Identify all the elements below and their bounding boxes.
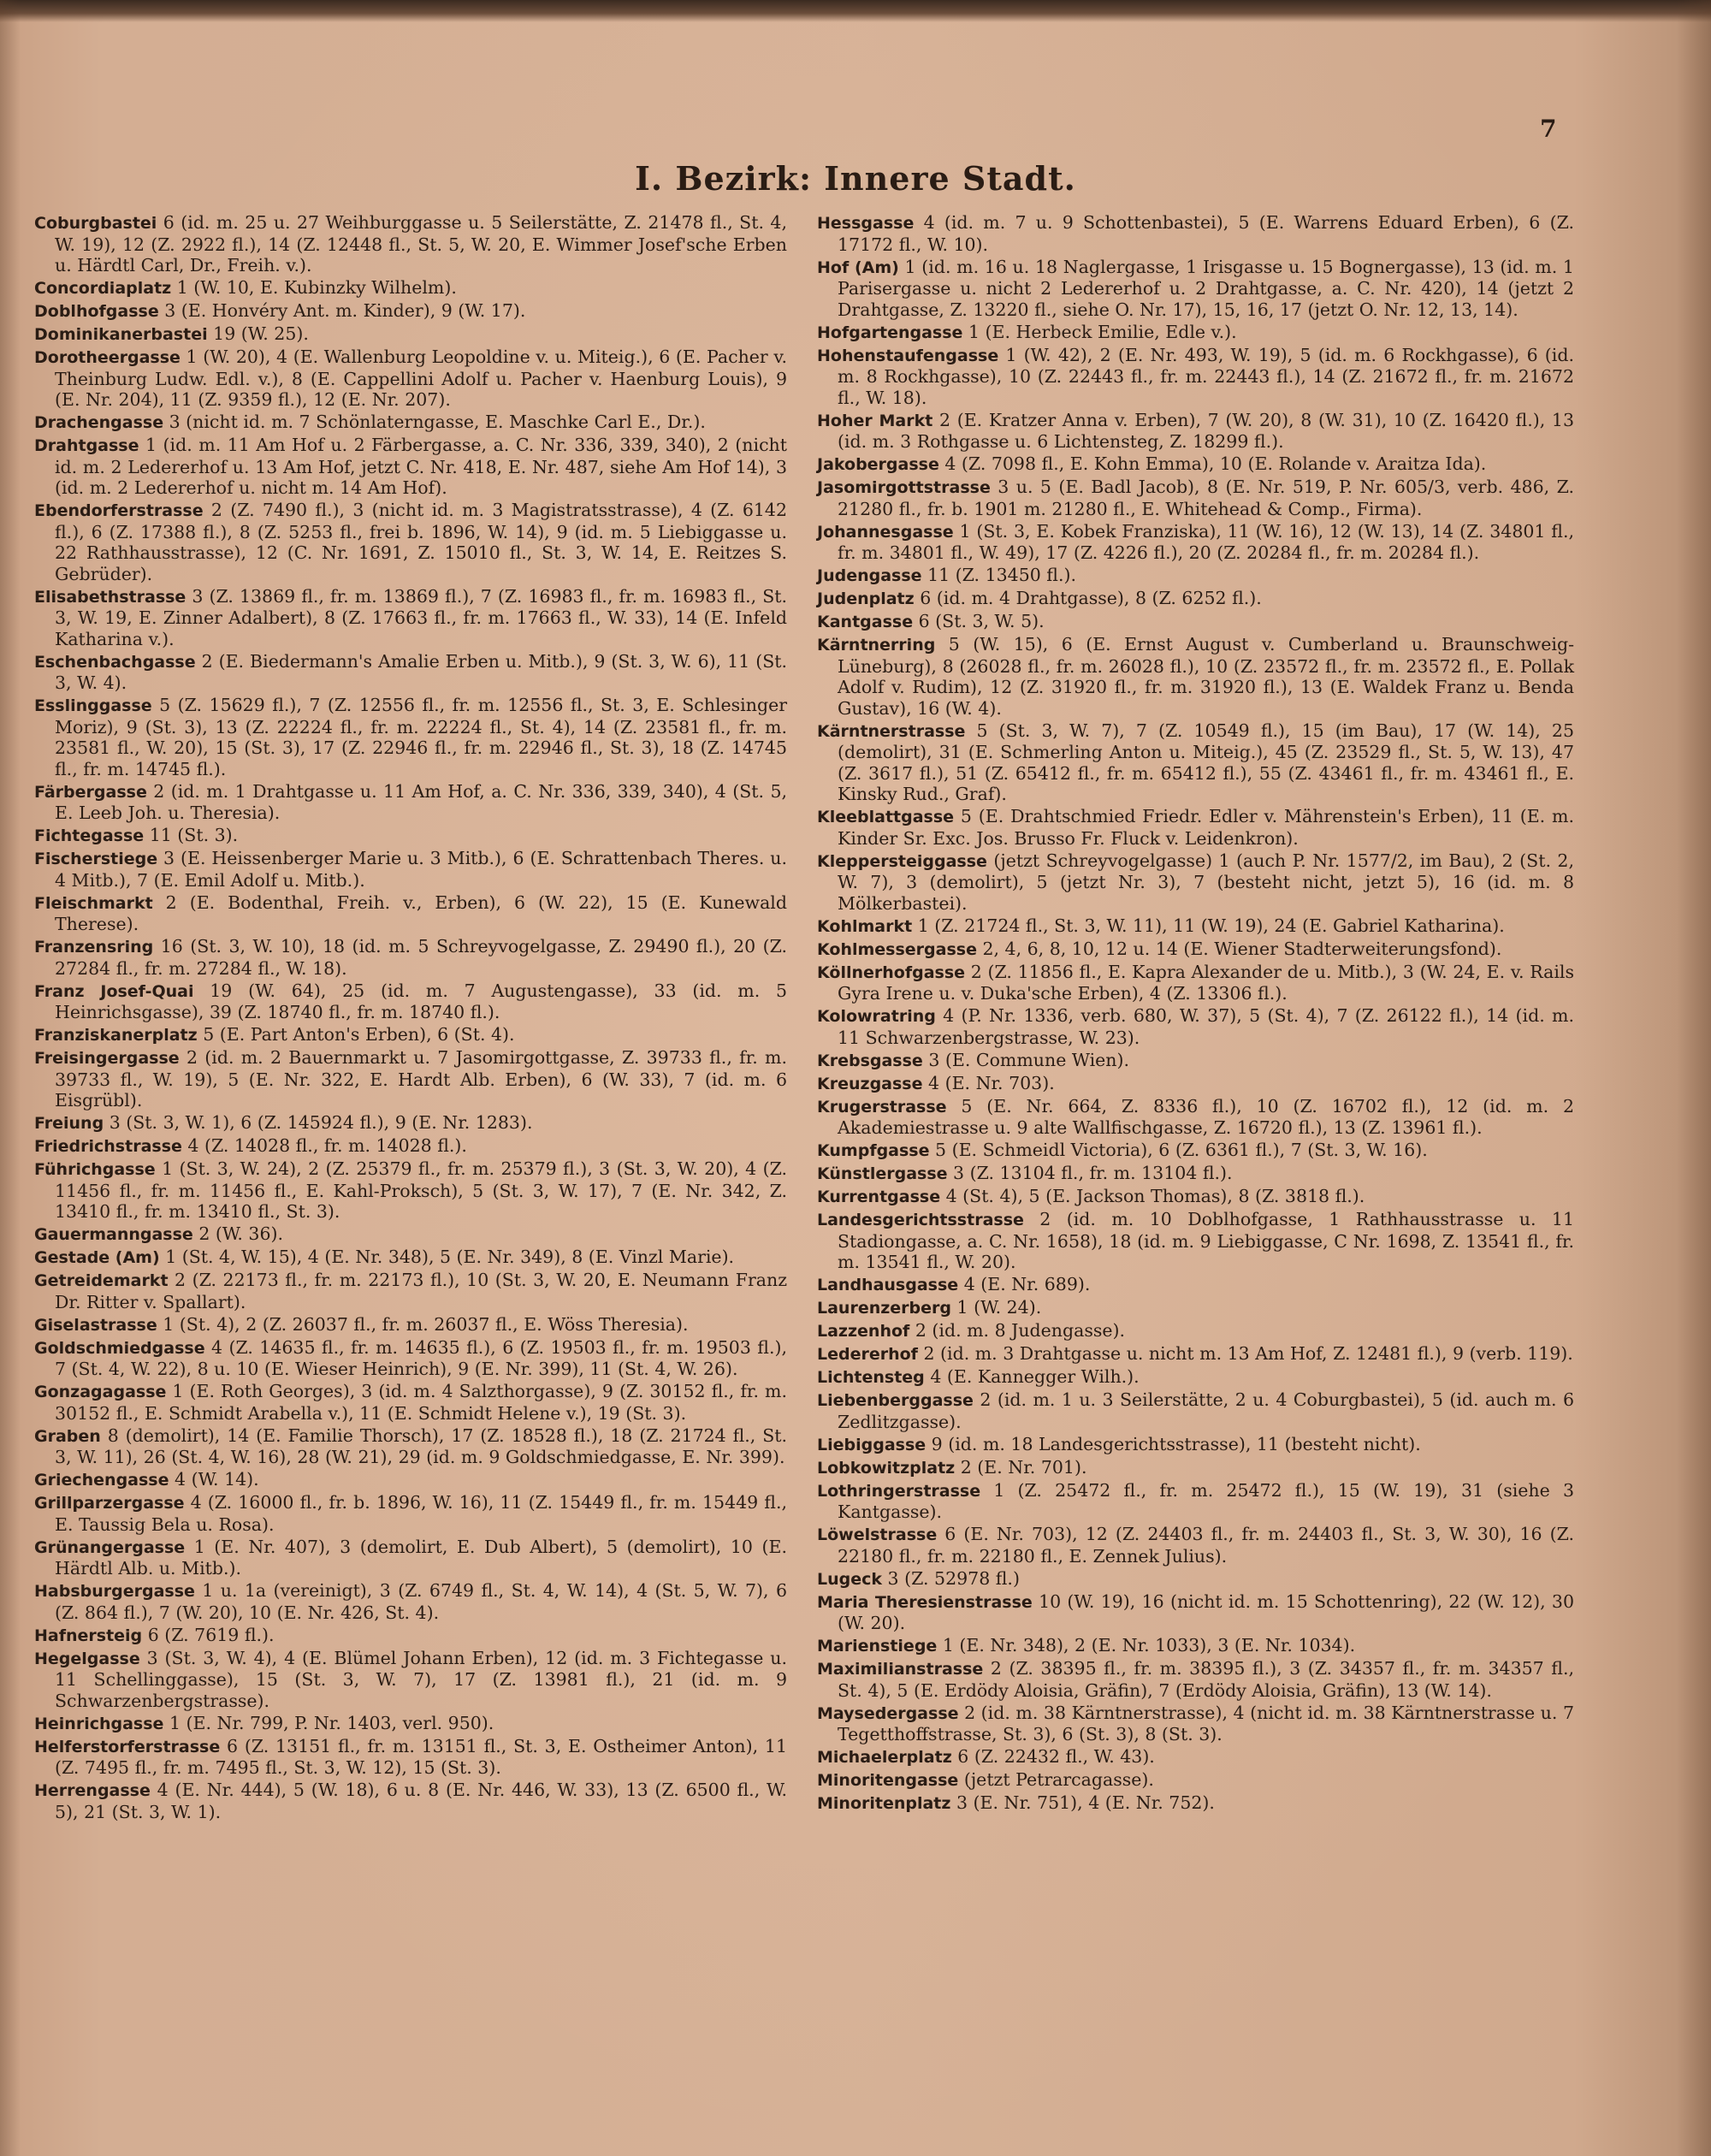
street-entry — [817, 1792, 1574, 1815]
street-entry — [817, 477, 1574, 519]
street-details: 6 (St. 3, W. 5). — [913, 611, 1045, 631]
street-details: 3 (Z. 52978 fl.) — [882, 1567, 1020, 1589]
street-name: Krebsgasse — [817, 1051, 923, 1070]
street-details: 1 (E. Nr. 799, P. Nr. 1403, verl. 950). — [163, 1712, 494, 1733]
street-details: 3 (E. Nr. 751), 4 (E. Nr. 752). — [950, 1792, 1215, 1813]
street-entry — [817, 1050, 1574, 1072]
street-name: Hessgasse — [817, 214, 915, 233]
street-details: 2 (id. m. 38 Kärntnerstrasse), 4 (nicht id. m. 38 Kärntnerstrasse u. 7 Tegetthoffstrasse, St. 3), 6 (St. 3), 8 (St. 3). — [838, 1702, 1574, 1744]
street-entry — [34, 892, 787, 935]
street-name: Lazzenhof — [817, 1322, 910, 1341]
street-name: Esslinggasse — [34, 696, 152, 715]
street-details: 6 (Z. 7619 fl.). — [142, 1624, 275, 1645]
street-entry — [817, 720, 1574, 805]
street-details: 11 (St. 3). — [144, 825, 239, 845]
street-entry — [817, 1591, 1574, 1634]
street-name: Drachengasse — [34, 413, 164, 432]
street-entry — [34, 1270, 787, 1312]
street-name: Lugeck — [817, 1569, 883, 1589]
street-name: Lichtensteg — [817, 1368, 925, 1387]
street-name: Ebendorferstrasse — [34, 501, 204, 520]
street-name: Lobkowitzplatz — [817, 1458, 956, 1478]
street-entry — [817, 1073, 1574, 1095]
street-entry — [817, 588, 1574, 610]
street-name: Laurenzerberg — [817, 1299, 952, 1318]
street-entry — [817, 322, 1574, 344]
street-details: 4 (St. 4), 5 (E. Jackson Thomas), 8 (Z. 3818 fl.). — [940, 1186, 1365, 1206]
street-entry — [34, 212, 787, 276]
street-details: 5 (St. 3, W. 7), 7 (Z. 10549 fl.), 15 (im Bau), 17 (W. 14), 25 (demolirt), 31 (E. Schmerling Anton u. Miteig.), 45 (Z. 23529 fl., St. 5, W. 13), 47 (Z. 3617 fl.), 51 (Z. 65412 fl., fr. m. 65412 fl.), 55 (Z. 43461 fl., fr. m. 43461 fl., E. Kinsky Rud., Graf). — [838, 720, 1574, 804]
street-entry — [34, 1736, 787, 1779]
street-details: 5 (E. Nr. 664, Z. 8336 fl.), 10 (Z. 16702 fl.), 12 (id. m. 2 Akademiestrasse u. 9 alte Wallfischgasse, Z. 16720 fl.), 13 (Z. 13961 fl.). — [838, 1095, 1574, 1138]
street-entry — [34, 1780, 787, 1822]
street-entry — [817, 611, 1574, 633]
street-details: 2, 4, 6, 8, 10, 12 u. 14 (E. Wiener Stadterweiterungsfond). — [976, 938, 1502, 959]
street-details: 5 (Z. 15629 fl.), 7 (Z. 12556 fl., fr. m. 12556 fl., St. 3, E. Schlesinger Moriz), 9 (St. 3), 13 (Z. 22224 fl., fr. m. 22224 fl., St. 4), 14 (Z. 23581 fl., fr. m. 23581 fl., W. 20), 15 (St. 3), 17 (Z. 22946 fl., fr. m. 22946 fl., St. 3), 18 (Z. 14745 fl., fr. m. 14745 fl.). — [55, 695, 787, 779]
street-details: 4 (W. 14). — [169, 1469, 259, 1490]
street-details: 4 (Z. 14635 fl., fr. m. 14635 fl.), 6 (Z. 19503 fl., fr. m. 19503 fl.), 7 (St. 4, W. 22), 8 u. 10 (E. Wieser Heinrich), 9 (E. Nr. 399), 11 (St. 4, W. 26). — [55, 1336, 787, 1379]
street-details: 3 (Z. 13104 fl., fr. m. 13104 fl.). — [947, 1163, 1233, 1183]
street-details: 2 (Z. 7490 fl.), 3 (nicht id. m. 3 Magistratsstrasse), 4 (Z. 6142 fl.), 6 (Z. 17388 fl.), 8 (Z. 5253 fl., frei b. 1896, W. 14), 9 (id. m. 5 Liebiggasse u. 22 Rathhausstrasse), 12 (C. Nr. 1691, Z. 15010 fl., St. 3, W. 14, E. Reitzes S. Gebrüder). — [55, 500, 787, 584]
street-entry — [817, 1480, 1574, 1523]
street-details: 19 (W. 25). — [207, 323, 309, 344]
street-entry — [34, 500, 787, 584]
street-entry — [34, 1314, 787, 1336]
street-details: 2 (E. Bodenthal, Freih. v., Erben), 6 (W. 22), 15 (E. Kunewald Therese). — [55, 891, 787, 934]
street-details: 2 (W. 36). — [192, 1223, 284, 1244]
street-entry — [34, 980, 787, 1023]
street-details: 5 (E. Part Anton's Erben), 6 (St. 4). — [197, 1024, 515, 1045]
street-name: Judenplatz — [817, 589, 915, 608]
street-entry — [817, 1703, 1574, 1745]
street-details: 2 (Z. 11856 fl., E. Kapra Alexander de u. Mitb.), 3 (W. 24, E. v. Rails Gyra Irene u. v. Duka'sche Erben), 4 (Z. 13306 fl.). — [838, 961, 1574, 1004]
street-name: Freiung — [34, 1114, 104, 1133]
street-details: 1 (W. 20), 4 (E. Wallenburg Leopoldine v. u. Miteig.), 6 (E. Pacher v. Theinburg Ludw. Edl. v.), 8 (E. Cappellini Adolf u. Pacher v. Haenburg Louis), 9 (E. Nr. 204), 11 (Z. 9359 fl.), 12 (E. Nr. 207). — [55, 346, 787, 410]
street-name: Concordiaplatz — [34, 279, 172, 298]
street-name: Helferstorferstrasse — [34, 1737, 221, 1756]
street-name: Coburgbastei — [34, 214, 157, 233]
street-name: Maysedergasse — [817, 1703, 959, 1723]
street-details: 5 (W. 15), 6 (E. Ernst August v. Cumberland u. Braunschweig-Lüneburg), 8 (26028 fl., fr. m. 26028 fl.), 10 (Z. 23572 fl., fr. m. 23572 fl., E. Pollak Adolf v. Rudim), 12 (Z. 31920 fl., fr. m. 31920 fl.), 13 (E. Waldek Franz u. Benda Gustav), 16 (W. 4). — [838, 634, 1574, 719]
street-details: 3 (St. 3, W. 1), 6 (Z. 145924 fl.), 9 (E. Nr. 1283). — [104, 1112, 533, 1133]
street-details: 2 (id. m. 1 u. 3 Seilerstätte, 2 u. 4 Coburgbastei), 5 (id. auch m. 6 Zedlitzgasse). — [838, 1389, 1574, 1432]
street-entry — [817, 1658, 1574, 1701]
street-details: 6 (id. m. 4 Drahtgasse), 8 (Z. 6252 fl.). — [914, 588, 1262, 608]
street-name: Kärntnerstrasse — [817, 721, 966, 741]
street-name: Getreidemarkt — [34, 1271, 169, 1290]
street-name: Kurrentgasse — [817, 1188, 941, 1206]
street-entry — [817, 257, 1574, 321]
street-name: Fischerstiege — [34, 850, 158, 868]
street-name: Hofgartengasse — [817, 323, 963, 342]
left-column — [34, 212, 787, 1824]
street-name: Ledererhof — [817, 1345, 918, 1364]
street-entry — [34, 695, 787, 779]
street-entry — [817, 453, 1574, 476]
street-details: 1 (id. m. 11 Am Hof u. 2 Färbergasse, a. C. Nr. 336, 339, 340), 2 (nicht id. m. 2 Ledererhof u. 13 Am Hof, jetzt C. Nr. 418, E. Nr. 487, siehe Am Hof 14), 3 (id. m. 2 Ledererhof u. nicht m. 14 Am Hof). — [55, 435, 787, 498]
street-details: 2 (id. m. 10 Doblhofgasse, 1 Rathhausstrasse u. 11 Stadiongasse, a. C. Nr. 1658), 18 (id. m. 9 Liebiggasse, C Nr. 1698, Z. 13541 fl., fr. m. 13541 fl., W. 20). — [838, 1209, 1574, 1272]
street-name: Landhausgasse — [817, 1276, 959, 1294]
street-details: 4 (E. Kannegger Wilh.). — [924, 1366, 1140, 1387]
street-name: Doblhofgasse — [34, 302, 159, 321]
street-entry — [817, 806, 1574, 849]
street-name: Kärntnerring — [817, 636, 936, 654]
street-name: Minoritengasse — [817, 1771, 959, 1790]
street-name: Gauermanngasse — [34, 1225, 193, 1244]
street-details: 10 (W. 19), 16 (nicht id. m. 15 Schottenring), 22 (W. 12), 30 (W. 20). — [838, 1590, 1575, 1633]
street-name: Heinrichgasse — [34, 1714, 164, 1733]
street-entry — [34, 1648, 787, 1712]
street-name: Kumpfgasse — [817, 1141, 930, 1160]
street-name: Johannesgasse — [817, 522, 954, 542]
street-details: 3 (Z. 13869 fl., fr. m. 13869 fl.), 7 (Z. 16983 fl., fr. m. 16983 fl., St. 3, W. 19, E. Zinner Adalbert), 8 (Z. 17663 fl., fr. m. 17663 fl., W. 33), 14 (E. Infeld Katharina v.). — [55, 585, 787, 649]
street-name: Köllnerhofgasse — [817, 962, 966, 982]
street-details: 2 (E. Biedermann's Amalie Erben u. Mitb.), 9 (St. 3, W. 6), 11 (St. 3, W. 4). — [55, 650, 787, 693]
street-details: 3 (E. Commune Wien). — [922, 1049, 1129, 1070]
street-name: Kreuzgasse — [817, 1074, 923, 1093]
street-details: 1 (St. 3, E. Kobek Franziska), 11 (W. 16), 12 (W. 13), 14 (Z. 34801 fl., fr. m. 34801 fl., W. 49), 17 (Z. 4226 fl.), 20 (Z. 20284 fl., fr. m. 20284 fl.). — [838, 520, 1574, 563]
street-details: 4 (P. Nr. 1336, verb. 680, W. 37), 5 (St. 4), 7 (Z. 26122 fl.), 14 (id. m. 11 Schwarzenbergstrasse, W. 23). — [838, 1005, 1574, 1048]
street-entry — [817, 1140, 1574, 1162]
street-details: 8 (demolirt), 14 (E. Familie Thorsch), 17 (Z. 18528 fl.), 18 (Z. 21724 fl., St. 3, W. 11), 26 (St. 4, W. 16), 28 (W. 21), 29 (id. m. 9 Goldschmiedgasse, E. Nr. 399). — [55, 1424, 787, 1467]
street-details: 1 (W. 42), 2 (E. Nr. 493, W. 19), 5 (id. m. 6 Rockhgasse), 6 (id. m. 8 Rockhgasse), 10 (Z. 22443 fl., fr. m. 22443 fl.), 14 (Z. 21672 fl., fr. m. 21672 fl., W. 18). — [838, 344, 1574, 408]
street-entry — [34, 1047, 787, 1111]
street-details: 4 (id. m. 7 u. 9 Schottenbastei), 5 (E. Warrens Eduard Erben), 6 (Z. 17172 fl., W. 10). — [838, 212, 1574, 255]
street-name: Kolowratring — [817, 1007, 936, 1026]
street-name: Elisabethstrasse — [34, 587, 186, 607]
street-name: Landesgerichtsstrasse — [817, 1211, 1024, 1229]
street-entry — [817, 410, 1574, 453]
street-name: Dominikanerbastei — [34, 325, 208, 344]
street-details: 2 (Z. 22173 fl., fr. m. 22173 fl.), 10 (St. 3, W. 20, E. Neumann Franz Dr. Ritter v. Spallart). — [55, 1270, 787, 1312]
street-entry — [34, 277, 787, 299]
street-name: Liebenberggasse — [817, 1391, 974, 1410]
street-name: Jasomirgottstrasse — [817, 478, 991, 497]
street-details: 1 (E. Nr. 348), 2 (E. Nr. 1033), 3 (E. Nr. 1034). — [937, 1635, 1356, 1656]
street-details: 16 (St. 3, W. 10), 18 (id. m. 5 Schreyvogelgasse, Z. 29490 fl.), 20 (Z. 27284 fl., fr. m. 27284 fl., W. 18). — [55, 936, 787, 979]
street-details: 1 (St. 4, W. 15), 4 (E. Nr. 348), 5 (E. Nr. 349), 8 (E. Vinzl Marie). — [159, 1247, 735, 1267]
street-name: Hof (Am) — [817, 258, 899, 277]
page-number: 7 — [1540, 115, 1557, 143]
street-name: Krugerstrasse — [817, 1097, 947, 1116]
street-name: Gestade (Am) — [34, 1248, 160, 1267]
street-entry — [817, 962, 1574, 1004]
street-name: Friedrichstrasse — [34, 1137, 182, 1156]
street-entry — [817, 345, 1574, 409]
street-name: Graben — [34, 1426, 101, 1446]
street-entry — [817, 1186, 1574, 1208]
street-entry — [817, 1274, 1574, 1296]
street-entry — [34, 825, 787, 847]
street-entry — [817, 521, 1574, 564]
street-details: 2 (id. m. 2 Bauernmarkt u. 7 Jasomirgottgasse, Z. 39733 fl., fr. m. 39733 fl., W. 19), 5 (E. Nr. 322, E. Hardt Alb. Erben), 6 (W. 33), 7 (id. m. 6 Eisgrübl). — [55, 1047, 787, 1111]
street-name: Grünangergasse — [34, 1537, 186, 1557]
street-details: 1 (St. 3, W. 24), 2 (Z. 25379 fl., fr. m. 25379 fl.), 3 (St. 3, W. 20), 4 (Z. 11456 fl., fr. m. 11456 fl., E. Kahl-Proksch), 5 (St. 3, W. 17), 7 (E. Nr. 342, Z. 13410 fl., fr. m. 13410 fl., St. 3). — [55, 1158, 787, 1222]
street-details: 1 (W. 10, E. Kubinzky Wilhelm). — [171, 277, 457, 298]
street-entry — [817, 1568, 1574, 1590]
street-name: Freisingergasse — [34, 1049, 180, 1068]
street-name: Löwelstrasse — [817, 1525, 938, 1544]
street-details: 2 (E. Nr. 701). — [955, 1456, 1087, 1478]
street-entry — [34, 651, 787, 694]
street-entry — [817, 1524, 1574, 1567]
street-details: 3 (St. 3, W. 4), 4 (E. Blümel Johann Erben), 12 (id. m. 3 Fichtegasse u. 11 Schellinggasse), 15 (St. 3, W. 7), 17 (Z. 13981 fl.), 21 (id. m. 9 Schwarzenbergstrasse). — [55, 1647, 787, 1711]
street-details: 4 (Z. 16000 fl., fr. b. 1896, W. 16), 11 (Z. 15449 fl., fr. m. 15449 fl., E. Taussig Bela u. Rosa). — [55, 1492, 787, 1535]
street-name: Fichtegasse — [34, 826, 145, 845]
street-entry — [34, 1337, 787, 1380]
street-entry — [817, 1746, 1574, 1768]
street-name: Franz Josef-Quai — [34, 981, 194, 1001]
street-details: 2 (id. m. 1 Drahtgasse u. 11 Am Hof, a. C. Nr. 336, 339, 340), 4 (St. 5, E. Leeb Joh. u. Theresia). — [55, 780, 787, 823]
street-details: 5 (E. Schmeidl Victoria), 6 (Z. 6361 fl.), 7 (St. 3, W. 16). — [929, 1140, 1428, 1160]
street-details: 2 (id. m. 3 Drahtgasse u. nicht m. 13 Am Hof, Z. 12481 fl.), 9 (verb. 119). — [917, 1343, 1573, 1364]
street-name: Kantgasse — [817, 613, 914, 631]
street-entry — [34, 300, 787, 323]
street-name: Goldschmiedgasse — [34, 1338, 205, 1358]
street-entry — [34, 1537, 787, 1579]
street-entry — [34, 1425, 787, 1468]
street-name: Michaelerplatz — [817, 1748, 952, 1767]
street-details: 1 (St. 4), 2 (Z. 26037 fl., fr. m. 26037 fl., E. Wöss Theresia). — [157, 1313, 689, 1335]
street-details: 1 (id. m. 16 u. 18 Naglergasse, 1 Irisgasse u. 15 Bognergasse), 13 (id. m. 1 Parisergasse u. nicht 2 Ledererhof u. 2 Drahtgasse, a. C. Nr. 420), 14 (jetzt 2 Drahtgasse, Z. 13220 fl., siehe O. Nr. 17), 15, 16, 17 (jetzt O. Nr. 12, 13, 14). — [838, 256, 1574, 320]
street-name: Jakobergasse — [817, 455, 939, 474]
right-column — [817, 212, 1574, 1815]
street-name: Führichgasse — [34, 1160, 156, 1179]
street-name: Grillparzergasse — [34, 1494, 185, 1513]
street-name: Herrengasse — [34, 1781, 151, 1800]
street-entry — [817, 1366, 1574, 1389]
page-right-edge — [1677, 0, 1711, 2156]
street-entry — [817, 1635, 1574, 1657]
page-top-shadow — [0, 0, 1711, 22]
street-entry — [34, 848, 787, 891]
street-name: Giselastrasse — [34, 1315, 157, 1335]
street-name: Drahtgasse — [34, 436, 139, 455]
street-name: Minoritenplatz — [817, 1794, 951, 1813]
street-details: 1 (E. Roth Georges), 3 (id. m. 4 Salzthorgasse), 9 (Z. 30152 fl., fr. m. 30152 fl., E. Schmidt Arabella v.), 11 (E. Schmidt Helene v.), 19 (St. 3). — [55, 1381, 787, 1424]
street-details: 3 u. 5 (E. Badl Jacob), 8 (E. Nr. 519, P. Nr. 605/3, verb. 486, Z. 21280 fl., fr. b. 1901 m. 21280 fl., E. Whitehead & Comp., Firma). — [838, 477, 1574, 519]
street-details: 5 (E. Drahtschmied Friedr. Edler v. Mährenstein's Erben), 11 (E. m. Kinder Sr. Exc. Jos. Brusso Fr. Fluck v. Leidenkron). — [838, 806, 1574, 849]
street-entry — [34, 1492, 787, 1535]
street-name: Habsburgergasse — [34, 1582, 195, 1601]
street-details: 3 (E. Heissenberger Marie u. 3 Mitb.), 6 (E. Schrattenbach Theres. u. 4 Mitb.), 7 (E. Emil Adolf u. Mitb.). — [55, 848, 787, 891]
street-entry — [34, 346, 787, 411]
street-name: Franziskanerplatz — [34, 1026, 198, 1045]
street-entry — [817, 915, 1574, 938]
street-name: Hafnersteig — [34, 1626, 143, 1645]
street-details: 1 (W. 24). — [951, 1297, 1042, 1318]
street-name: Judengasse — [817, 566, 922, 585]
street-name: Kohlmarkt — [817, 916, 913, 936]
page-title: I. Bezirk: Innere Stadt. — [635, 159, 1076, 198]
street-entry — [34, 1112, 787, 1134]
street-details: 1 (E. Nr. 407), 3 (demolirt, E. Dub Albert), 5 (demolirt), 10 (E. Härdtl Alb. u. Mitb.). — [55, 1536, 787, 1578]
street-details: 1 (Z. 25472 fl., fr. m. 25472 fl.), 15 (W. 19), 31 (siehe 3 Kantgasse). — [838, 1479, 1574, 1522]
street-entry — [817, 850, 1574, 915]
street-details: 19 (W. 64), 25 (id. m. 7 Augustengasse), 33 (id. m. 5 Heinrichsgasse), 39 (Z. 18740 fl., fr. m. 18740 fl.). — [55, 980, 787, 1022]
street-entry — [34, 586, 787, 650]
street-entry — [34, 1247, 787, 1269]
street-name: Hegelgasse — [34, 1649, 140, 1668]
street-name: Franzensring — [34, 938, 154, 957]
street-entry — [817, 1769, 1574, 1792]
street-details: 2 (Z. 38395 fl., fr. m. 38395 fl.), 3 (Z. 34357 fl., fr. m. 34357 fl., St. 4), 5 (E. Erdödy Aloisia, Gräfin), 7 (Erdödy Aloisia, Gräfin), 13 (W. 14). — [838, 1658, 1574, 1701]
street-entry — [817, 565, 1574, 587]
street-entry — [817, 1209, 1574, 1273]
street-entry — [34, 1158, 787, 1223]
street-entry — [34, 1223, 787, 1246]
street-entry — [34, 435, 787, 499]
street-name: Maria Theresienstrasse — [817, 1592, 1033, 1612]
street-entry — [817, 939, 1574, 961]
street-details: 1 (E. Herbeck Emilie, Edle v.). — [962, 321, 1237, 342]
street-name: Marienstiege — [817, 1637, 938, 1656]
street-details: 6 (id. m. 25 u. 27 Weihburggasse u. 5 Seilerstätte, Z. 21478 fl., St. 4, W. 19), 12 (Z. 2922 fl.), 14 (Z. 12448 fl., St. 5, W. 20, E. Wimmer Josef'sche Erben u. Härdtl Carl, Dr., Freih. v.). — [55, 212, 787, 275]
street-details: (jetzt Petrarcagasse). — [958, 1769, 1154, 1790]
street-name: Kleeblattgasse — [817, 808, 955, 826]
street-entry — [34, 1024, 787, 1046]
street-name: Dorotheergasse — [34, 348, 181, 367]
street-name: Hoher Markt — [817, 411, 933, 430]
street-details: 2 (id. m. 8 Judengasse). — [909, 1320, 1126, 1341]
street-entry — [34, 1135, 787, 1158]
street-name: Lothringerstrasse — [817, 1481, 981, 1501]
street-entry — [34, 412, 787, 434]
street-details: 4 (Z. 7098 fl., E. Kohn Emma), 10 (E. Rolande v. Araitza Ida). — [938, 453, 1487, 474]
street-name: Künstlergasse — [817, 1164, 948, 1183]
street-details: 1 u. 1a (vereinigt), 3 (Z. 6749 fl., St. 4, W. 14), 4 (St. 5, W. 7), 6 (Z. 864 fl.), 7 (W. 20), 10 (E. Nr. 426, St. 4). — [55, 1580, 787, 1623]
street-entry — [817, 1005, 1574, 1048]
street-details: 4 (E. Nr. 444), 5 (W. 18), 6 u. 8 (E. Nr. 446, W. 33), 13 (Z. 6500 fl., W. 5), 21 (St. 3, W. 1). — [55, 1780, 787, 1822]
street-entry — [817, 1297, 1574, 1319]
street-entry — [817, 1096, 1574, 1139]
street-entry — [34, 1625, 787, 1647]
street-details: 6 (E. Nr. 703), 12 (Z. 24403 fl., fr. m. 24403 fl., St. 3, W. 30), 16 (Z. 22180 fl., fr. m. 22180 fl., E. Zennek Julius). — [838, 1524, 1574, 1567]
street-entry — [817, 634, 1574, 719]
street-details: 4 (E. Nr. 689). — [958, 1274, 1091, 1294]
street-entry — [34, 936, 787, 979]
street-entry — [817, 1389, 1574, 1432]
street-details: (jetzt Schreyvogelgasse) 1 (auch P. Nr. 1577/2, im Bau), 2 (St. 2, W. 7), 3 (demolirt), 5 (jetzt Nr. 3), 7 (besteht nicht, jetzt 5), 16 (id. m. 8 Mölkerbastei). — [838, 850, 1574, 914]
street-entry — [817, 1457, 1574, 1479]
street-name: Kohlmessergasse — [817, 939, 977, 959]
street-entry — [34, 781, 787, 824]
street-entry — [34, 1580, 787, 1623]
street-details: 9 (id. m. 18 Landesgerichtsstrasse), 11 (besteht nicht). — [926, 1433, 1421, 1454]
street-details: 1 (Z. 21724 fl., St. 3, W. 11), 11 (W. 19), 24 (E. Gabriel Katharina). — [912, 915, 1505, 936]
street-details: 6 (Z. 13151 fl., fr. m. 13151 fl., St. 3, E. Ostheimer Anton), 11 (Z. 7495 fl., fr. m. 7495 fl., St. 3, W. 12), 15 (St. 3). — [55, 1735, 787, 1778]
street-name: Eschenbachgasse — [34, 652, 196, 672]
street-entry — [34, 1381, 787, 1424]
street-name: Hohenstaufengasse — [817, 346, 999, 365]
street-name: Fleischmarkt — [34, 893, 153, 913]
street-entry — [34, 323, 787, 346]
street-entry — [817, 1343, 1574, 1365]
street-name: Griechengasse — [34, 1471, 169, 1490]
street-entry — [817, 212, 1574, 255]
page-left-edge — [0, 0, 21, 2156]
street-name: Kleppersteiggasse — [817, 851, 987, 871]
street-entry — [34, 1469, 787, 1491]
street-entry — [34, 1713, 787, 1735]
street-entry — [817, 1434, 1574, 1456]
street-details: 11 (Z. 13450 fl.). — [921, 565, 1077, 585]
street-name: Liebiggasse — [817, 1435, 927, 1454]
street-details: 4 (E. Nr. 703). — [922, 1072, 1055, 1093]
street-details: 3 (nicht id. m. 7 Schönlaterngasse, E. Maschke Carl E., Dr.). — [163, 412, 706, 432]
street-details: 2 (E. Kratzer Anna v. Erben), 7 (W. 20), 8 (W. 31), 10 (Z. 16420 fl.), 13 (id. m. 3 Rothgasse u. 6 Lichtensteg, Z. 18299 fl.). — [838, 409, 1575, 452]
street-details: 4 (Z. 14028 fl., fr. m. 14028 fl.). — [181, 1135, 467, 1156]
street-entry — [817, 1163, 1574, 1185]
street-details: 3 (E. Honvéry Ant. m. Kinder), 9 (W. 17). — [158, 300, 526, 321]
street-name: Gonzagagasse — [34, 1383, 167, 1401]
street-name: Färbergasse — [34, 782, 147, 802]
street-name: Maximilianstrasse — [817, 1660, 984, 1679]
street-entry — [817, 1320, 1574, 1342]
street-details: 6 (Z. 22432 fl., W. 43). — [951, 1746, 1155, 1767]
